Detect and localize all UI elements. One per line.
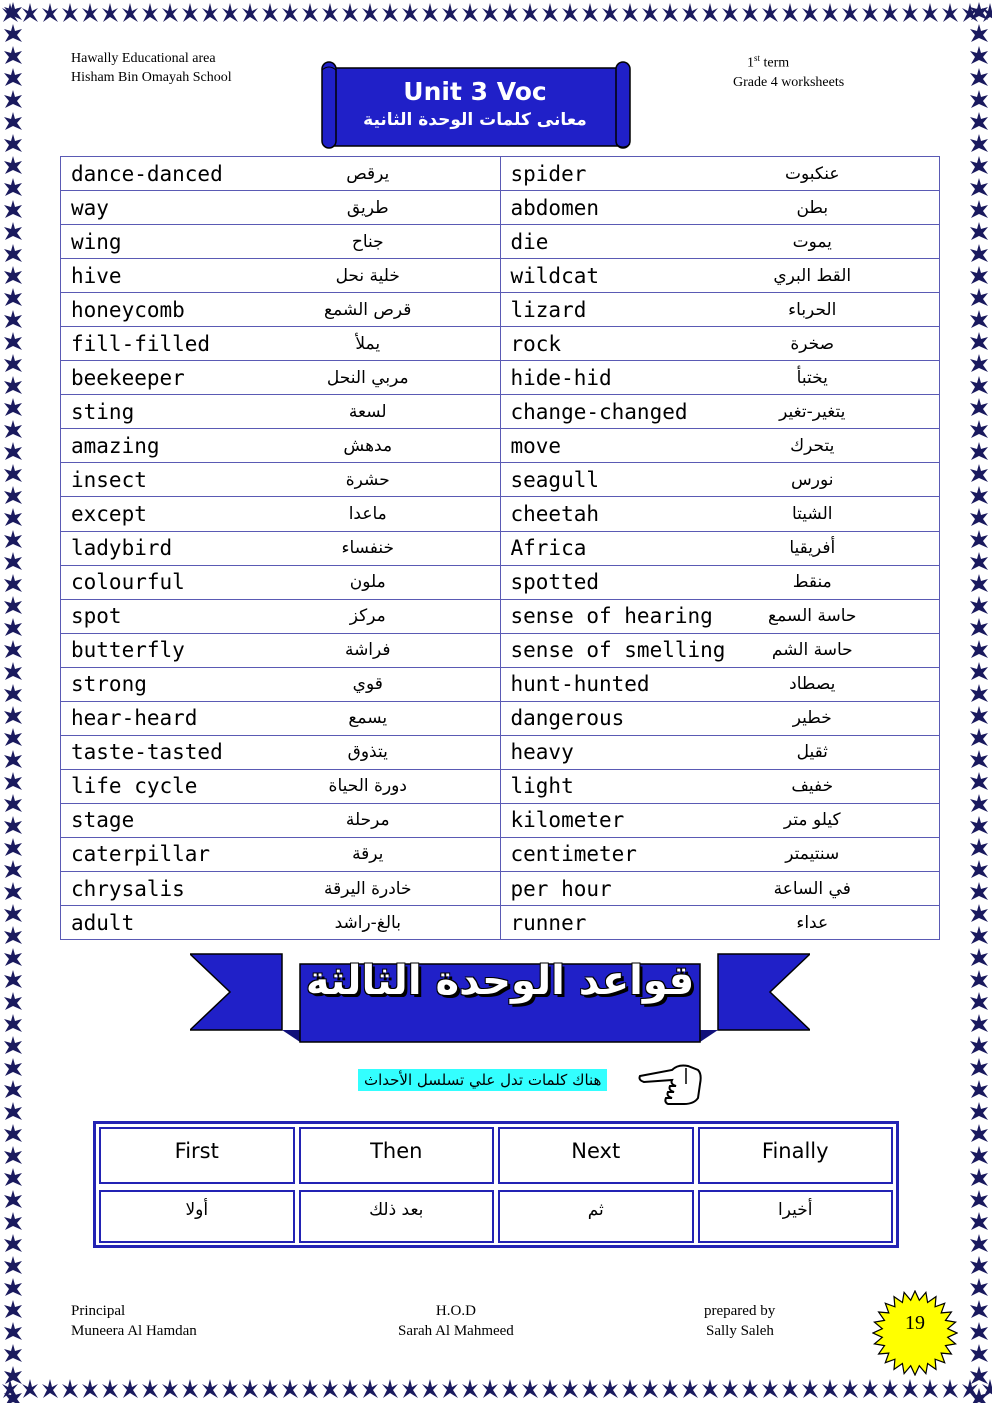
star-border-icon	[0, 0, 26, 1403]
principal-role: Principal	[71, 1303, 126, 1319]
sequence-word-english: First	[99, 1127, 295, 1184]
english-word: kilometer	[510, 808, 625, 833]
arabic-meaning: خادرة اليرقة	[324, 878, 412, 899]
english-word: move	[510, 433, 562, 458]
english-word: ladybird	[71, 536, 173, 561]
vocab-row	[61, 395, 940, 429]
arabic-meaning: طريق	[346, 197, 389, 218]
vocab-pair	[61, 600, 500, 633]
english-word: abdomen	[510, 195, 600, 220]
vocab-cell-right	[500, 497, 940, 531]
arabic-meaning: يتذوق	[347, 742, 388, 763]
vocab-cell-left	[61, 361, 501, 395]
arabic-meaning: قرص الشمع	[324, 299, 412, 320]
english-word: colourful	[71, 570, 185, 595]
english-word: runner	[510, 910, 587, 935]
arabic-meaning: يتغير-تغير	[779, 401, 846, 422]
arabic-meaning: عنكبوت	[784, 163, 840, 184]
vocab-cell-right	[500, 837, 940, 871]
vocab-cell-right	[500, 667, 940, 701]
english-word: Africa	[510, 536, 587, 561]
prepared-name: Sally Saleh	[706, 1323, 774, 1339]
english-word: hide-hid	[510, 365, 612, 390]
header-term	[733, 49, 844, 73]
vocab-cell-left	[61, 157, 501, 191]
footer-hod	[398, 1301, 514, 1341]
arabic-meaning: لسعة	[348, 401, 387, 422]
vocab-pair	[501, 770, 940, 803]
vocab-pair	[501, 702, 940, 735]
vocab-pair	[61, 463, 500, 496]
english-word: light	[510, 774, 574, 799]
vocab-cell-right	[500, 225, 940, 259]
arabic-meaning: بطن	[796, 197, 829, 218]
vocab-pair	[61, 634, 500, 667]
vocab-cell-right	[500, 531, 940, 565]
vocab-pair	[501, 668, 940, 701]
vocab-cell-left	[61, 429, 501, 463]
vocab-row	[61, 565, 940, 599]
arabic-meaning: الشيتا	[791, 503, 833, 524]
vocab-pair	[501, 293, 940, 326]
vocab-pair	[501, 225, 940, 258]
arabic-meaning: فراشة	[344, 640, 391, 661]
arabic-meaning: قوي	[352, 674, 383, 695]
sequence-hint: هناك كلمات تدل علي تسلسل الأحداث	[358, 1069, 607, 1091]
pointing-hand-icon	[638, 1054, 704, 1110]
vocab-pair	[61, 293, 500, 326]
vocab-pair	[61, 259, 500, 292]
vocab-cell-right	[500, 191, 940, 225]
vocab-row	[61, 463, 940, 497]
vocab-row	[61, 429, 940, 463]
vocab-row	[61, 361, 940, 395]
principal-name: Muneera Al Hamdan	[71, 1323, 197, 1339]
vocab-pair	[61, 395, 500, 428]
term-word: term	[763, 55, 790, 71]
header-left	[71, 49, 232, 87]
page-number: 19	[905, 1312, 925, 1334]
arabic-meaning: ماعدا	[348, 503, 387, 524]
term-number: 1	[747, 55, 754, 71]
arabic-meaning: نورس	[791, 469, 834, 490]
page-border-top	[0, 0, 992, 26]
english-word: sense of smelling	[510, 638, 726, 663]
vocab-pair	[61, 225, 500, 258]
vocab-cell-right	[500, 565, 940, 599]
vocab-pair	[501, 429, 940, 462]
vocab-cell-left	[61, 837, 501, 871]
vocab-row	[61, 906, 940, 940]
vocab-cell-right	[500, 769, 940, 803]
english-word: cheetah	[510, 501, 600, 526]
banner-text	[330, 76, 620, 132]
arabic-meaning: مدهش	[343, 435, 393, 456]
arabic-meaning: أفريقيا	[789, 538, 836, 559]
vocab-row	[61, 769, 940, 803]
english-word: heavy	[510, 740, 574, 765]
arabic-meaning: جناح	[351, 231, 384, 252]
vocab-row	[61, 327, 940, 361]
vocab-cell-left	[61, 293, 501, 327]
english-word: wildcat	[510, 263, 600, 288]
vocab-pair	[501, 463, 940, 496]
vocab-pair	[61, 838, 500, 871]
vocab-cell-right	[500, 803, 940, 837]
vocab-pair	[61, 361, 500, 394]
vocab-cell-right	[500, 327, 940, 361]
vocab-pair	[501, 600, 940, 633]
english-word: sense of hearing	[510, 604, 713, 629]
vocab-cell-right	[500, 701, 940, 735]
arabic-meaning: القط البري	[773, 265, 852, 286]
arabic-meaning: الحرباء	[788, 299, 837, 320]
vocab-cell-right	[500, 463, 940, 497]
english-word: adult	[71, 910, 135, 935]
arabic-meaning: خلية نحل	[335, 265, 400, 286]
vocab-cell-left	[61, 531, 501, 565]
english-word: per hour	[510, 876, 612, 901]
vocab-pair	[61, 702, 500, 735]
arabic-meaning: يرقة	[352, 844, 384, 865]
vocab-row	[61, 293, 940, 327]
vocab-row	[61, 871, 940, 905]
english-word: way	[71, 195, 109, 220]
english-word: amazing	[71, 433, 160, 458]
vocab-row	[61, 259, 940, 293]
arabic-meaning: خنفساء	[341, 538, 395, 559]
vocab-cell-left	[61, 463, 501, 497]
english-word: stage	[71, 808, 135, 833]
english-word: lizard	[510, 297, 587, 322]
page-border-right	[966, 0, 992, 1403]
vocab-pair	[61, 532, 500, 565]
vocab-pair	[501, 906, 940, 939]
sequence-word-arabic: بعد ذلك	[299, 1190, 495, 1243]
english-word: life cycle	[71, 774, 198, 799]
vocab-cell-left	[61, 871, 501, 905]
vocab-pair	[501, 259, 940, 292]
english-word: wing	[71, 229, 122, 254]
banner-title: Unit 3 Voc	[403, 77, 547, 106]
vocabulary-table	[60, 156, 940, 940]
arabic-meaning: يختبأ	[796, 367, 828, 388]
arabic-meaning: صخرة	[790, 333, 835, 354]
vocab-pair	[501, 395, 940, 428]
vocab-pair	[61, 566, 500, 599]
vocab-pair	[501, 157, 940, 190]
arabic-meaning: سنتيمتر	[785, 844, 840, 865]
vocab-cell-right	[500, 395, 940, 429]
vocab-row	[61, 667, 940, 701]
english-word: change-changed	[510, 399, 688, 424]
english-word: hear-heard	[71, 706, 198, 731]
vocab-pair	[501, 497, 940, 530]
arabic-meaning: ثقيل	[796, 742, 828, 763]
vocab-cell-left	[61, 395, 501, 429]
vocab-pair	[501, 532, 940, 565]
vocab-pair	[501, 872, 940, 905]
arabic-meaning: يرقص	[346, 163, 390, 184]
sequence-word-arabic: أخيرا	[698, 1190, 894, 1243]
sequence-word-english: Then	[299, 1127, 495, 1184]
vocab-cell-left	[61, 667, 501, 701]
vocab-cell-left	[61, 735, 501, 769]
arabic-meaning: يتحرك	[790, 435, 835, 456]
vocab-pair	[61, 429, 500, 462]
english-word: except	[71, 501, 147, 526]
grammar-title: قواعد الوحدة الثالثة	[305, 958, 695, 1004]
vocab-pair	[61, 906, 500, 939]
english-word: dance-danced	[71, 161, 223, 186]
vocab-pair	[61, 327, 500, 360]
arabic-meaning: حاسة الشم	[771, 640, 853, 661]
vocab-cell-left	[61, 769, 501, 803]
arabic-meaning: مرحلة	[345, 810, 390, 831]
header-right	[733, 49, 844, 92]
english-word: chrysalis	[71, 876, 185, 901]
vocab-row	[61, 225, 940, 259]
vocab-cell-left	[61, 803, 501, 837]
vocab-cell-right	[500, 735, 940, 769]
english-word: hive	[71, 263, 122, 288]
arabic-meaning: خفيف	[791, 776, 834, 797]
vocab-row	[61, 531, 940, 565]
vocab-cell-right	[500, 871, 940, 905]
vocab-pair	[61, 770, 500, 803]
arabic-meaning: في الساعة	[773, 878, 851, 899]
page-border-bottom	[0, 1376, 992, 1402]
vocab-row	[61, 633, 940, 667]
vocab-cell-left	[61, 906, 501, 940]
arabic-meaning: يسمع	[348, 708, 388, 729]
english-word: beekeeper	[71, 365, 185, 390]
english-word: sting	[71, 399, 135, 424]
vocab-cell-right	[500, 633, 940, 667]
english-word: seagull	[510, 467, 600, 492]
hod-role: H.O.D	[435, 1303, 476, 1319]
vocab-cell-left	[61, 633, 501, 667]
page-border-left	[0, 0, 26, 1403]
vocab-pair	[501, 566, 940, 599]
english-word: hunt-hunted	[510, 672, 650, 697]
star-border-icon	[0, 1376, 992, 1402]
vocab-cell-right	[500, 599, 940, 633]
vocab-cell-left	[61, 225, 501, 259]
vocab-cell-right	[500, 157, 940, 191]
arabic-meaning: حاسة السمع	[768, 606, 857, 627]
english-word: rock	[510, 331, 562, 356]
header-area: Hawally Educational area	[71, 51, 216, 66]
sequence-word-arabic: ثم	[498, 1190, 694, 1243]
english-word: butterfly	[71, 638, 185, 663]
vocab-pair	[501, 838, 940, 871]
english-word: spider	[510, 161, 587, 186]
vocab-cell-left	[61, 259, 501, 293]
vocab-cell-left	[61, 701, 501, 735]
arabic-meaning: مربي النحل	[326, 367, 409, 388]
header-grade: Grade 4 worksheets	[733, 74, 845, 90]
english-word: strong	[71, 672, 147, 697]
vocab-pair	[501, 327, 940, 360]
footer-principal	[71, 1301, 197, 1341]
header-school: Hisham Bin Omayah School	[71, 70, 232, 85]
prepared-role: prepared by	[704, 1303, 776, 1319]
english-word: insect	[71, 467, 147, 492]
vocab-pair	[61, 191, 500, 224]
english-word: fill-filled	[71, 331, 211, 356]
star-border-icon	[966, 0, 992, 1403]
sequence-words-table	[93, 1121, 899, 1248]
arabic-meaning: خطير	[792, 708, 832, 729]
vocab-pair	[61, 804, 500, 837]
english-word: die	[510, 229, 549, 254]
arabic-meaning: كيلو متر	[783, 810, 841, 831]
vocab-row	[61, 157, 940, 191]
arabic-meaning: يموت	[792, 231, 832, 252]
vocab-cell-right	[500, 361, 940, 395]
vocab-pair	[501, 736, 940, 769]
arabic-meaning: مركز	[349, 606, 386, 627]
vocab-pair	[61, 736, 500, 769]
vocab-pair	[501, 634, 940, 667]
vocab-pair	[61, 497, 500, 530]
english-word: spotted	[510, 570, 600, 595]
sequence-word-english: Next	[498, 1127, 694, 1184]
arabic-meaning: حشرة	[345, 469, 390, 490]
arabic-meaning: بالغ-راشد	[334, 912, 401, 933]
banner-subtitle: معانى كلمات الوحدة الثانية	[363, 110, 587, 130]
arabic-meaning: عداء	[796, 912, 829, 933]
hod-name: Sarah Al Mahmeed	[398, 1323, 514, 1339]
vocab-row	[61, 191, 940, 225]
vocab-pair	[61, 872, 500, 905]
vocab-pair	[501, 804, 940, 837]
vocab-row	[61, 803, 940, 837]
english-word: spot	[71, 604, 122, 629]
arabic-meaning: دورة الحياة	[328, 776, 407, 797]
vocab-pair	[61, 668, 500, 701]
footer-prepared	[704, 1301, 775, 1341]
sequence-word-arabic: أولا	[99, 1190, 295, 1243]
vocab-cell-right	[500, 906, 940, 940]
vocab-row	[61, 599, 940, 633]
vocab-cell-left	[61, 497, 501, 531]
vocab-cell-left	[61, 327, 501, 361]
vocab-pair	[501, 361, 940, 394]
vocab-cell-left	[61, 191, 501, 225]
vocab-pair	[501, 191, 940, 224]
vocab-cell-right	[500, 259, 940, 293]
vocab-row	[61, 497, 940, 531]
star-border-icon	[0, 0, 992, 26]
arabic-meaning: يصطاد	[789, 674, 836, 695]
vocab-cell-left	[61, 599, 501, 633]
english-word: dangerous	[510, 706, 625, 731]
vocab-row	[61, 701, 940, 735]
vocab-cell-right	[500, 429, 940, 463]
english-word: centimeter	[510, 842, 637, 867]
vocab-row	[61, 837, 940, 871]
vocab-pair	[61, 157, 500, 190]
arabic-meaning: يملأ	[355, 333, 381, 354]
english-word: taste-tasted	[71, 740, 223, 765]
english-word: caterpillar	[71, 842, 211, 867]
vocab-cell-left	[61, 565, 501, 599]
arabic-meaning: منقط	[792, 572, 832, 593]
sequence-word-english: Finally	[698, 1127, 894, 1184]
vocab-row	[61, 735, 940, 769]
arabic-meaning: ملون	[349, 572, 386, 593]
vocab-cell-right	[500, 293, 940, 327]
term-suffix: st	[754, 53, 761, 63]
english-word: honeycomb	[71, 297, 185, 322]
